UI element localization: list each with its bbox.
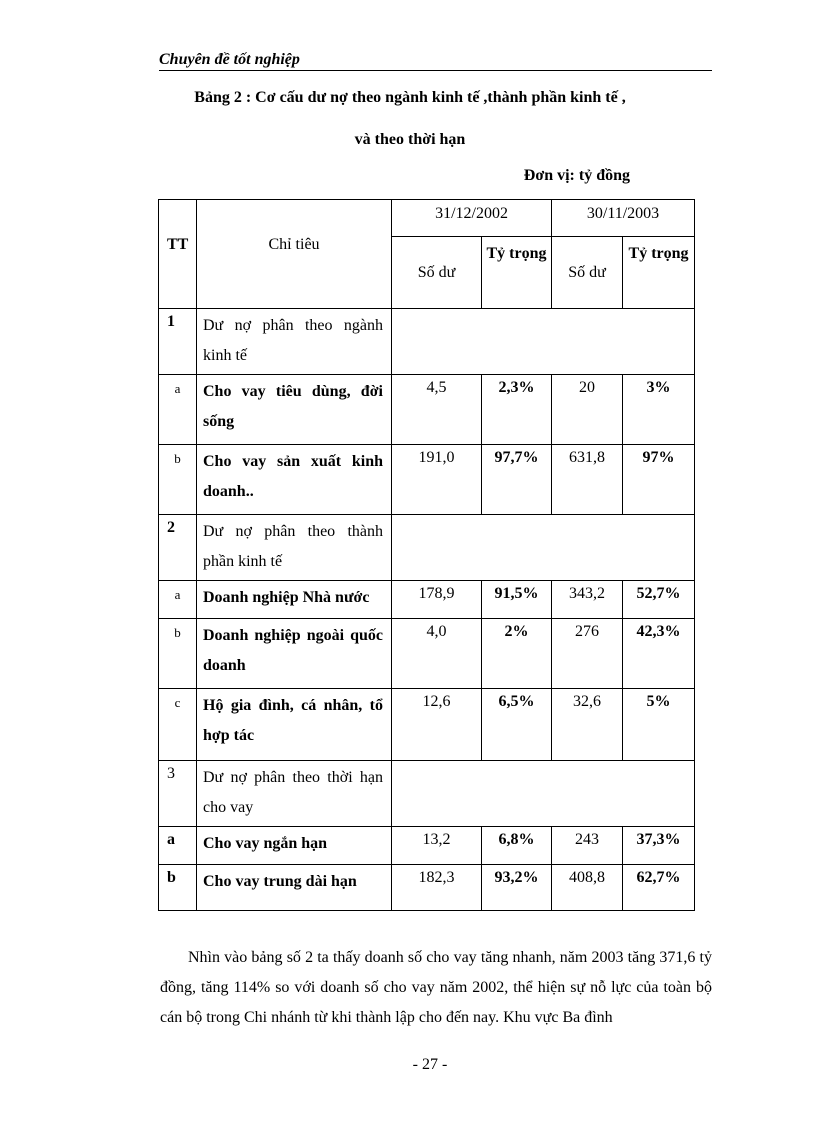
table-row bbox=[159, 375, 695, 445]
row-label: Cho vay sản xuất kinh doanh.. bbox=[197, 445, 392, 515]
table-row bbox=[159, 619, 695, 689]
row-ratio-2002: 6,5% bbox=[482, 689, 552, 761]
row-tt: 1 bbox=[159, 309, 197, 375]
header-ratio-2003: Tỷ trọng bbox=[623, 237, 695, 309]
table-row bbox=[159, 761, 695, 827]
row-label: Dư nợ phân theo thời hạn cho vay bbox=[197, 761, 392, 827]
row-ratio-2003: 62,7% bbox=[623, 865, 695, 911]
table-row bbox=[159, 689, 695, 761]
row-ratio-2003: 5% bbox=[623, 689, 695, 761]
row-label: Cho vay trung dài hạn bbox=[197, 865, 392, 911]
header-balance-2002: Số dư bbox=[392, 237, 482, 309]
row-balance-2003: 631,8 bbox=[552, 445, 623, 515]
row-balance-2003: 243 bbox=[552, 827, 623, 865]
table-row bbox=[159, 827, 695, 865]
row-balance-2003: 343,2 bbox=[552, 581, 623, 619]
row-label: Doanh nghiệp Nhà nước bbox=[197, 581, 392, 619]
row-ratio-2002: 93,2% bbox=[482, 865, 552, 911]
row-label: Dư nợ phân theo thành phần kinh tế bbox=[197, 515, 392, 581]
row-ratio-2003: 37,3% bbox=[623, 827, 695, 865]
header-ratio-2002: Tỷ trọng bbox=[482, 237, 552, 309]
row-tt: b bbox=[159, 865, 197, 911]
row-balance-2002: 4,5 bbox=[392, 375, 482, 445]
row-ratio-2003: 52,7% bbox=[623, 581, 695, 619]
row-balance-2003: 20 bbox=[552, 375, 623, 445]
row-tt: 3 bbox=[159, 761, 197, 827]
row-balance-2003: 276 bbox=[552, 619, 623, 689]
header-balance-2003: Số dư bbox=[552, 237, 623, 309]
row-balance-2002: 12,6 bbox=[392, 689, 482, 761]
page-header bbox=[159, 50, 712, 71]
header-title: Chuyên đề tốt nghiệp bbox=[159, 51, 300, 68]
row-tt: c bbox=[159, 689, 197, 761]
header-date-2003: 30/11/2003 bbox=[552, 200, 695, 237]
row-balance-2002: 182,3 bbox=[392, 865, 482, 911]
row-label: Cho vay tiêu dùng, đời sống bbox=[197, 375, 392, 445]
row-balance-2002: 191,0 bbox=[392, 445, 482, 515]
table-row bbox=[159, 445, 695, 515]
row-tt: a bbox=[159, 581, 197, 619]
table-caption-line1: Bảng 2 : Cơ cấu dư nợ theo ngành kinh tế ,thành phần kinh tế , bbox=[194, 89, 626, 106]
row-ratio-2002: 6,8% bbox=[482, 827, 552, 865]
row-tt: b bbox=[159, 445, 197, 515]
header-tt: TT bbox=[159, 200, 197, 309]
header-indicator: Chỉ tiêu bbox=[197, 200, 392, 309]
row-tt: a bbox=[159, 827, 197, 865]
table-row bbox=[159, 515, 695, 581]
body-paragraph bbox=[160, 943, 712, 1033]
row-ratio-2003: 97% bbox=[623, 445, 695, 515]
header-date-2002: 31/12/2002 bbox=[392, 200, 552, 237]
loan-structure-table bbox=[158, 199, 695, 911]
row-label: Doanh nghiệp ngoài quốc doanh bbox=[197, 619, 392, 689]
row-ratio-2002: 91,5% bbox=[482, 581, 552, 619]
unit-label: Đơn vị: tỷ đồng bbox=[523, 167, 630, 184]
row-ratio-2003: 3% bbox=[623, 375, 695, 445]
row-label: Cho vay ngắn hạn bbox=[197, 827, 392, 865]
row-label: Dư nợ phân theo ngành kinh tế bbox=[197, 309, 392, 375]
table-row bbox=[159, 309, 695, 375]
row-ratio-2002: 97,7% bbox=[482, 445, 552, 515]
row-balance-2002: 4,0 bbox=[392, 619, 482, 689]
row-ratio-2002: 2% bbox=[482, 619, 552, 689]
paragraph-text: Nhìn vào bảng số 2 ta thấy doanh số cho vay tăng nhanh, năm 2003 tăng 371,6 tỷ đồng, tăng 114% so với doanh số cho vay năm 2002, thể hiện sự nỗ lực của toàn bộ cán bộ trong Chi nhánh từ khi thành lập cho đến nay. Khu vực Ba đình bbox=[160, 949, 712, 1026]
table-row bbox=[159, 865, 695, 911]
row-balance-2002: 178,9 bbox=[392, 581, 482, 619]
row-balance-2002: 13,2 bbox=[392, 827, 482, 865]
table-row bbox=[159, 581, 695, 619]
row-ratio-2002: 2,3% bbox=[482, 375, 552, 445]
page-number: - 27 - bbox=[412, 1056, 448, 1073]
row-label: Hộ gia đình, cá nhân, tổ hợp tác bbox=[197, 689, 392, 761]
row-tt: a bbox=[159, 375, 197, 445]
row-balance-2003: 32,6 bbox=[552, 689, 623, 761]
row-tt: 2 bbox=[159, 515, 197, 581]
row-tt: b bbox=[159, 619, 197, 689]
row-balance-2003: 408,8 bbox=[552, 865, 623, 911]
row-ratio-2003: 42,3% bbox=[623, 619, 695, 689]
table-caption-line2: và theo thời hạn bbox=[354, 131, 466, 148]
